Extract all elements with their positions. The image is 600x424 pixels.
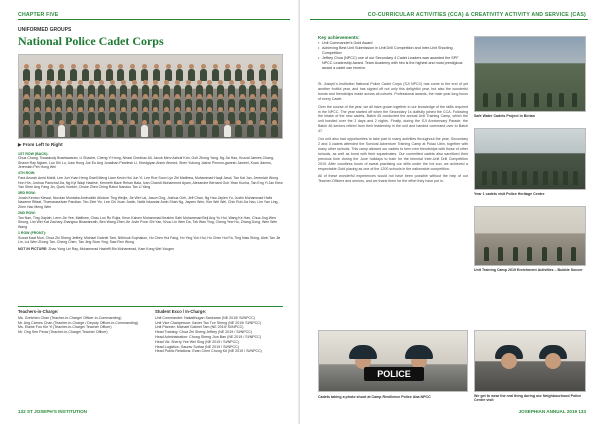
cadet-head — [197, 107, 202, 112]
cadet-head — [175, 94, 180, 99]
cadet-head — [272, 94, 277, 99]
article-paragraph: All of these wonderful experiences would not have been possible without the help of our Teacher-Officers and seniors, and we thank them for the effort they have put in. — [318, 174, 468, 184]
cadet-head — [56, 107, 61, 112]
cadet-figure — [212, 69, 219, 81]
cadet-head — [143, 94, 148, 99]
cadet-head — [272, 120, 277, 125]
cadet-head — [189, 120, 194, 125]
cadet-head — [229, 94, 234, 99]
cadet-head — [24, 64, 29, 69]
cadet-head — [260, 64, 265, 69]
cadet-figure — [58, 125, 65, 137]
exco-entry: Unit Planner: Michael Gabriel Tam (NE 2019/ SI/NPCC) — [155, 325, 244, 330]
photo-caption: Unit Training Camp 2019 Enrichment Activities – Bubble Soccer — [474, 268, 583, 272]
cadet-figure — [82, 69, 89, 81]
cadet-head — [248, 64, 253, 69]
cadet-head — [240, 80, 245, 85]
row-label: 1ST ROW (BACK): — [18, 151, 49, 156]
header-rule — [310, 19, 588, 20]
cadet-head — [261, 107, 266, 112]
cadet-figure — [188, 125, 195, 137]
cadet-head — [250, 107, 255, 112]
achievement-item: • Achieving Best Unit Submission in Unit Drill Competition and Inter-Unit Shooting Competition — [318, 46, 468, 56]
cadet-head — [35, 107, 40, 112]
cadet-figure — [176, 125, 183, 137]
cadet-head — [201, 120, 206, 125]
row-label: 1 ROW (FRONT): — [18, 231, 46, 235]
cadet-head — [24, 120, 29, 125]
cadet-head — [95, 120, 100, 125]
cadet-head — [99, 94, 104, 99]
teacher-entry: Ms. Elaine Foo Kin Yi (Teacher-in-Charge/ Teacher Officer) — [18, 325, 112, 330]
teacher-entry: Mr. Ang Carnes Chan (Teacher-in-Charge / Deputy Officer-in-Commanding) — [18, 320, 138, 325]
cadet-head — [250, 94, 255, 99]
cadet-head — [197, 80, 202, 85]
exco-heading: Student Exco / In-Charge: — [155, 309, 207, 314]
cadet-face — [545, 353, 561, 369]
cadet-head — [95, 64, 100, 69]
cadet-head — [260, 120, 265, 125]
cadet-figure — [88, 112, 95, 124]
photo-caption: We get to wear the real thing during our Neighbourhood Police Centre visit — [474, 394, 582, 403]
cadet-figure — [259, 125, 266, 137]
exco-entry: Head Public Relations: Evan Chen Chong Kit (NE 2019 / SI/NPCC) — [155, 349, 262, 354]
student-exco — [155, 310, 285, 354]
cadet-head — [130, 64, 135, 69]
photo-caption: Year 1 cadets visit Police Heritage Centre — [474, 192, 545, 196]
cadet-head — [175, 107, 180, 112]
cadet-head — [110, 94, 115, 99]
cadet-head — [207, 80, 212, 85]
cadet-figure — [153, 125, 160, 137]
cadet-head — [121, 107, 126, 112]
cadet-head — [132, 80, 137, 85]
cadet-head — [218, 94, 223, 99]
key-achievements — [318, 35, 468, 71]
cadet-head — [36, 120, 41, 125]
right-page — [300, 0, 600, 424]
cadet-head — [46, 94, 51, 99]
exco-entry: Head Administration: Chong Sheng Jiun Ban (NE 2019 / SI/NPCC) — [155, 334, 262, 339]
cadet-helmet — [405, 345, 433, 359]
cadet-head — [24, 94, 29, 99]
cadet-head — [225, 64, 230, 69]
cadet-head — [121, 94, 126, 99]
cadet-head — [213, 120, 218, 125]
triangle-icon: ▶ — [18, 142, 23, 147]
page-footer-left: 132 ST JOSEPH'S INSTITUTION — [18, 409, 87, 414]
cadet-face — [501, 353, 517, 369]
page-footer-right: JOSEPHIAN ANNUAL 2019 133 — [518, 409, 586, 414]
cadet-head — [48, 64, 53, 69]
chapter-header: CHAPTER FIVE — [18, 12, 59, 18]
exco-entry: Unit Vice Chairperson: Xavier Tan Tze Sheng (NE 2019/ SI/NPCC) — [155, 320, 262, 325]
cadet-head — [99, 80, 104, 85]
names-list — [18, 150, 283, 251]
cadet-head — [107, 120, 112, 125]
cadet-figure — [117, 125, 124, 137]
cadet-head — [154, 120, 159, 125]
cadet-figure — [106, 125, 113, 137]
photo-police-centre — [474, 330, 586, 392]
exco-entry: Unit Commander: Nakatthugan Sankaran (NE 2019/ SI/NPCC) — [155, 315, 255, 320]
cadet-head — [261, 94, 266, 99]
teacher-entry: Ms. Gretchen Chan (Teacher-in-Charge/ Officer-in-Commanding) — [18, 315, 122, 320]
cadet-head — [229, 80, 234, 85]
cadet-head — [213, 64, 218, 69]
cadet-head — [132, 107, 137, 112]
cadet-head — [121, 80, 126, 85]
article-paragraph: St. Joseph's Institution National Police Cadet Corps (SJI NPCC) has come to the end of yet another fruitful year, and has signed off not only this delightful year, but also the wonderful bonds and friendships made across all cohorts. Professional awards, the main year-long focus of every Cadet. — [318, 82, 468, 101]
cadet-figure — [165, 125, 172, 137]
cadet-head — [197, 94, 202, 99]
cadet-head — [35, 80, 40, 85]
cadet-head — [153, 80, 158, 85]
cadet-head — [67, 107, 72, 112]
row-names: Fara Azurah Amid Mahil, Lee Jun Yuan Heng Gwell Meng Liam Kevin Hui Jun Yi, Lee Rue Soon Lyn Zhi Matthew, Muhammad Haqil Jasol, Tan Kai Jun, Jeremiah Wong Hon Hin, Joshua Pamzhal Jia, Ng Kyl Waql Hastine, Kenneth Baze Rehan Bala, Ivan Chandi Muhammed Ayam, Alexandre Bernard Goh Yean Kucha, Tan Eng Yi Jan Kiew Yan Shen Ang Fang Jin, Quek Xuebei, Choke Zhen Ching Rahul Nandoo Tan Li Yang — [18, 175, 283, 190]
cadet-head — [166, 64, 171, 69]
cadet-head — [229, 107, 234, 112]
cadet-figure — [212, 125, 219, 137]
cadet-figure — [217, 112, 224, 124]
photo-caption: Safe Water Cadets Project in Bintan — [474, 114, 535, 118]
cadet-head — [67, 80, 72, 85]
cadet-head — [240, 107, 245, 112]
exco-entry: Head VA: Sherry Yee Wei Sing (NE 2019 / SI/NPCC) — [155, 339, 239, 344]
photo-camp-resilience — [318, 330, 468, 392]
row-label: 3RD ROW: — [18, 191, 36, 196]
cadet-figure — [129, 125, 136, 137]
cadet-head — [261, 80, 266, 85]
row-names: Tan Nan, Ting Jiayiah, Lerm Jie Yee, Matthew, Chau Luo Ru Rujia, Keon Kaiven Muhammad Ibrahim Sahi Muhammad Beji Ang Yu Hui, Wang Ke Han, Chua Jing Wen Seong, Lim Wei Kat Zachary Zhangwu Bhawanrath, Ben Wang Zhen Jie Jovin Poon Shi Yan, Khoo Lin Wen Da, Tok Wan Ying, Cheng Yew Ho, Zhang Dong, Wen Wen Wang — [18, 215, 278, 229]
photo-bubble-soccer — [474, 206, 586, 266]
row-names: Suwat Kaat Mun, Chua Zhi Sheng Jeffrey, Michael Gabriel Tam, Nithinuk Suphakon, Ho Chen Hui Fang, Ho Ying Yun Hui, Ho Chen Hui Fa, Ting Naw Shing, Alvin Tan Jie Lin, Lui Wen Zhong Tan, Cheng Chen, Tan Jing Siow Ying, Saw Ren Wong — [18, 235, 281, 245]
exco-entry: Head Training: Chua Zhi Sheng Jeffrey (NE 2019 / SI/NPCC) — [155, 330, 253, 335]
achievements-heading: Key achievements: — [318, 35, 360, 40]
cadet-head — [164, 107, 169, 112]
cadet-figure — [224, 125, 231, 137]
cadet-head — [153, 107, 158, 112]
photo-caption: ▶ From Left to Right — [18, 142, 63, 147]
cadet-figure — [200, 69, 207, 81]
article-body — [318, 82, 468, 187]
cadet-head — [175, 80, 180, 85]
cadet-head — [143, 80, 148, 85]
row-names: Jonah Kenton Kiewal, Nurulan Muntaba Amiruddin Alloicon Ting Weijie, Jie Wei Lai, Jason Ong, Joshua Goh, Jeff Chan, Ng Hao Jaylen Yu, Justin Muhammad Hafiz Naseem Rifaat, Thamaraselvan Pandian, Teo Ziee Yin, Lee Chi Xuan Justin, Nafiz Iskandar Amin Shah Ng, Jaysen Wen, Kim Wei Wei, Chin Ruh Jia Hao, Lim Yan Ling, Zhen Hao Meng Wee — [18, 195, 279, 210]
teacher-entry: Mr. Ong See Peow (Teacher-in-Charge/ Teacher Officer) — [18, 330, 108, 335]
teachers-heading: Teachers-in-Charge: — [18, 309, 59, 314]
cadet-head — [118, 64, 123, 69]
cadet-head — [166, 120, 171, 125]
cadet-helmet — [349, 345, 377, 359]
cadet-head — [130, 120, 135, 125]
cadet-head — [218, 80, 223, 85]
cadet-figure — [82, 125, 89, 137]
cadet-head — [201, 64, 206, 69]
cadet-head — [59, 64, 64, 69]
not-in-picture: NOT IN PICTURE: Zhao Yong Lei Ray, Muhammad Hazieffi Bin Mohammad, Kam Kong Wei Yougen — [18, 246, 175, 251]
cadet-head — [250, 80, 255, 85]
photo-bintan — [474, 36, 586, 112]
cadet-head — [36, 64, 41, 69]
cadet-head — [177, 64, 182, 69]
photo-row-front — [23, 125, 278, 137]
exco-entry: Head Logistics: Gaurav Suthar (NE 2019 / SI/NPCC) — [155, 344, 239, 349]
cadet-figure — [271, 125, 278, 137]
cadet-head — [89, 80, 94, 85]
article-paragraph: Over the course of the year, we all have grown together in our knowledge of the skills required in the NPCC. The year started off when the Secondary 1s dutifully joined the CCA. Following the intake of the new cadets, Batch 45 conducted the annual Unit Training Camp, which the unit bonded over the 3 days and 2 nights. Finally, during the SJI Anniversary Parade, the Batch 46 seniors retired from their leadership in the unit and handed command over to Batch 47. — [318, 104, 468, 134]
group-photo — [18, 54, 283, 139]
cadet-figure — [70, 125, 77, 137]
cadet-figure — [35, 125, 42, 137]
cadet-head — [110, 80, 115, 85]
cadet-head — [59, 120, 64, 125]
cadet-figure — [247, 125, 254, 137]
achievement-item: • Jeffrey Chua (NPCC) one of our Secondary 4 Cadet Leaders was awarded the SPF NPCC Leadership Award. Team Academy with him is the highest and most prestigious award a cadet can receive. — [318, 56, 468, 71]
cadet-head — [110, 107, 115, 112]
cca-header: CO-CURRICULAR ACTIVITIES (CCA) & CREATIVITY ACTIVITY AND SERVICE (CAS) — [367, 12, 586, 18]
row-names: Chua Chang, Tiwaakudy Bosetawaran, Li Shaohe, Cheng Yi Hong, Nhaal Chedhav Ali, Jacob Merv Ashraf Koh, Goh Zhong Yang, Ng Jia Hao, Kuzzal Jamies Chang, Shawn Ray Ngiam, Luo Shi Lu, Liaw Hong Jue Eu Ang Jonathan Pearlesh Li, Khedgiyan Ahmir Ahmed, Shen Yuhong Jashvi Pinmon-ganesh Jameel, Kuan Jianmu, Jeremiah Peh Hong Wei — [18, 156, 274, 170]
cadet-head — [225, 120, 230, 125]
cadet-head — [48, 120, 53, 125]
cadet-head — [83, 64, 88, 69]
cadet-figure — [200, 125, 207, 137]
cadet-figure — [141, 125, 148, 137]
cadet-head — [218, 107, 223, 112]
row-label: 4TH ROW: — [18, 171, 36, 176]
photo-heritage-centre — [474, 128, 586, 190]
cadet-head — [236, 120, 241, 125]
cadet-head — [177, 120, 182, 125]
cadet-head — [89, 107, 94, 112]
cadet-head — [142, 120, 147, 125]
cadet-head — [56, 94, 61, 99]
cadet-head — [78, 94, 83, 99]
cadet-head — [24, 80, 29, 85]
cadet-head — [164, 94, 169, 99]
cadet-head — [132, 94, 137, 99]
photo-caption: Cadets taking a photo shoot at Camp Resilience Police Aba NPCC — [318, 395, 431, 399]
cadet-head — [99, 107, 104, 112]
article-paragraph: Our unit also had opportunities to take part in many activities throughout the year. Secondary 2 and 3 cadets attended the Survival Adventure Training Camp at Pulau Ubin, together with many other schools. This camp allowed our cadets to form new friendships with those of other schools, as well as bond with their squadmates. Our committed cadets also sacrificed their precious time during the June holidays to train for the biennial Inter-Unit Drill Competition 2019. After countless hours of sweat practising our drills under the hot sun, we achieved a respectable Gold placing as one of the 1200 schools in the nationwide competition. — [318, 137, 468, 171]
cadet-head — [154, 64, 159, 69]
teachers-in-charge — [18, 310, 148, 335]
section-rule — [18, 306, 283, 307]
photo-row-back — [23, 69, 278, 81]
cadet-head — [240, 94, 245, 99]
cadet-head — [71, 120, 76, 125]
cadet-head — [186, 94, 191, 99]
section-label: UNIFORMED GROUPS — [18, 27, 72, 33]
cadet-head — [207, 107, 212, 112]
cadet-head — [107, 64, 112, 69]
cadet-head — [236, 64, 241, 69]
cadet-figure — [235, 125, 242, 137]
cadet-head — [186, 80, 191, 85]
cadet-head — [272, 64, 277, 69]
page-title: National Police Cadet Corps — [18, 34, 164, 48]
police-sign: POLICE — [364, 367, 424, 381]
cadet-figure — [70, 69, 77, 81]
cadet-head — [186, 107, 191, 112]
cadet-head — [272, 107, 277, 112]
cadet-head — [35, 94, 40, 99]
cadet-head — [71, 64, 76, 69]
cadet-figure — [23, 125, 30, 137]
cadet-figure — [224, 69, 231, 81]
cadet-head — [207, 94, 212, 99]
cadet-head — [164, 80, 169, 85]
cadet-head — [78, 107, 83, 112]
cadet-head — [142, 64, 147, 69]
cadet-head — [83, 120, 88, 125]
cadet-head — [118, 120, 123, 125]
cadet-head — [272, 80, 277, 85]
header-rule — [18, 19, 290, 20]
cadet-head — [56, 80, 61, 85]
cadet-head — [78, 80, 83, 85]
cadet-figure — [47, 125, 54, 137]
cadet-head — [24, 107, 29, 112]
cadet-head — [248, 120, 253, 125]
cadet-head — [89, 94, 94, 99]
cadet-figure — [94, 125, 101, 137]
cadet-head — [143, 107, 148, 112]
cadet-head — [46, 107, 51, 112]
cadet-head — [67, 94, 72, 99]
cadet-head — [189, 64, 194, 69]
cadet-head — [153, 94, 158, 99]
achievement-item: • Unit Commander's Gold Award — [318, 41, 468, 46]
row-label: 2ND ROW: — [18, 211, 36, 216]
cadet-head — [46, 80, 51, 85]
